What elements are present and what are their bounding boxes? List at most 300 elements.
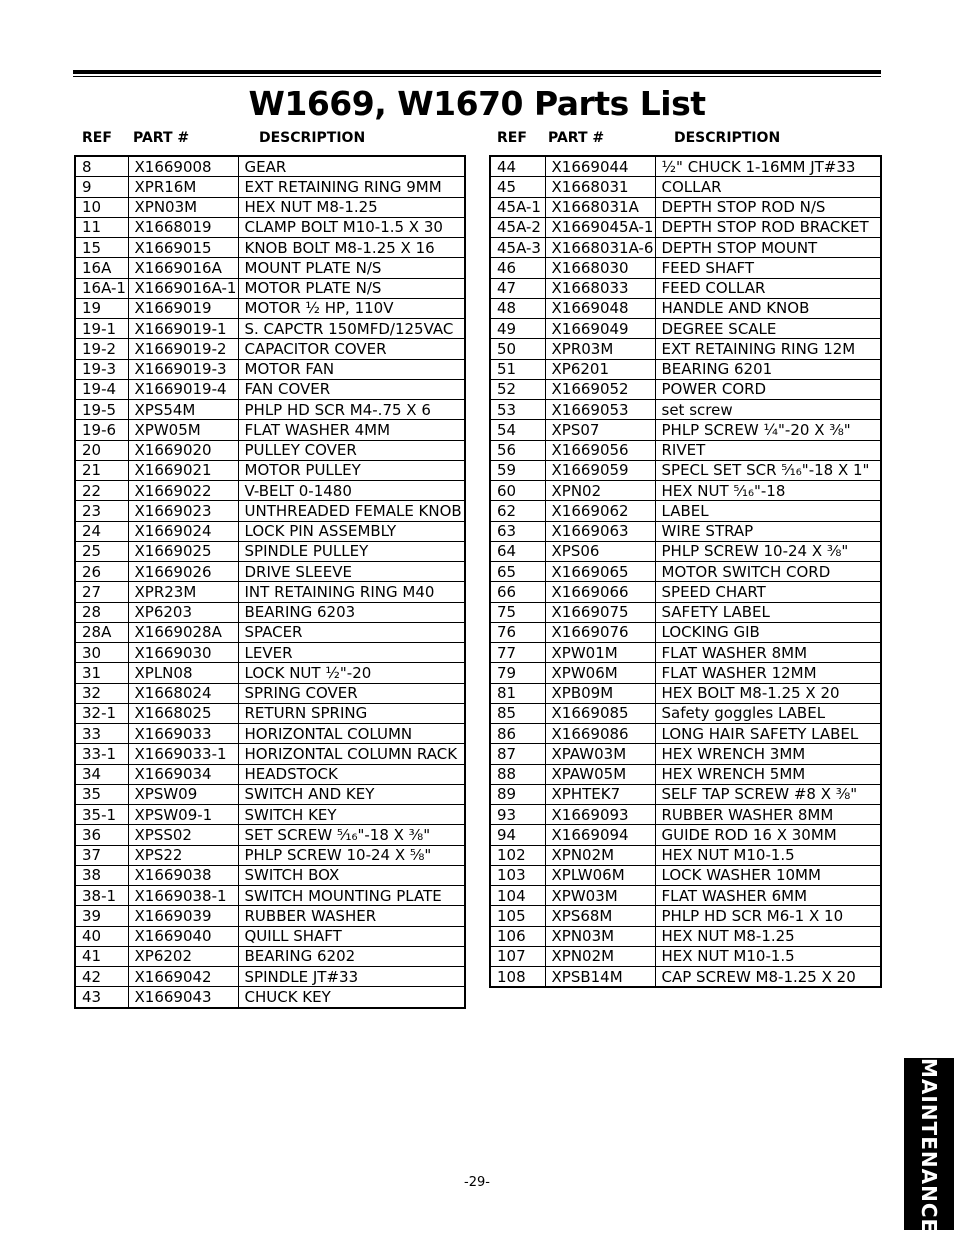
table-row	[75, 319, 465, 339]
ref-cell: 77	[490, 643, 545, 663]
description-cell: GEAR	[238, 156, 465, 177]
part-number-cell: XP6202	[128, 946, 238, 966]
part-number-cell: XPAW03M	[545, 744, 655, 764]
table-row	[490, 643, 881, 663]
table-row	[75, 460, 465, 480]
header-ref-left: REF	[82, 130, 112, 146]
ref-cell: 76	[490, 622, 545, 642]
table-row	[75, 663, 465, 683]
description-cell: DEPTH STOP ROD BRACKET	[655, 217, 881, 237]
part-number-cell: X1669015	[128, 238, 238, 258]
description-cell: LOCK PIN ASSEMBLY	[238, 521, 465, 541]
part-number-cell: X1669025	[128, 541, 238, 561]
description-cell: HORIZONTAL COLUMN	[238, 724, 465, 744]
description-cell: PHLP HD SCR M4-.75 X 6	[238, 400, 465, 420]
ref-cell: 75	[490, 602, 545, 622]
description-cell: DEPTH STOP ROD N/S	[655, 197, 881, 217]
part-number-cell: XPSW09-1	[128, 805, 238, 825]
ref-cell: 46	[490, 258, 545, 278]
table-row	[490, 967, 881, 988]
part-number-cell: X1669048	[545, 298, 655, 318]
description-cell: HANDLE AND KNOB	[655, 298, 881, 318]
ref-cell: 19-4	[75, 379, 128, 399]
part-number-cell: X1669016A-1	[128, 278, 238, 298]
part-number-cell: XPSB14M	[545, 967, 655, 988]
parts-table-left	[74, 155, 466, 1009]
part-number-cell: X1669045A-1	[545, 217, 655, 237]
ref-cell: 85	[490, 703, 545, 723]
part-number-cell: X1669019-1	[128, 319, 238, 339]
ref-cell: 33	[75, 724, 128, 744]
table-row	[75, 521, 465, 541]
table-row	[75, 865, 465, 885]
ref-cell: 19-6	[75, 420, 128, 440]
description-cell: LOCKING GIB	[655, 622, 881, 642]
ref-cell: 56	[490, 440, 545, 460]
description-cell: set screw	[655, 400, 881, 420]
table-row	[75, 805, 465, 825]
description-cell: FLAT WASHER 4MM	[238, 420, 465, 440]
table-row	[75, 177, 465, 197]
part-number-cell: X1669056	[545, 440, 655, 460]
description-cell: HEX NUT M10-1.5	[655, 946, 881, 966]
part-number-cell: XPN02M	[545, 845, 655, 865]
header-part-right: PART #	[548, 130, 605, 146]
part-number-cell: XP6201	[545, 359, 655, 379]
description-cell: SWITCH KEY	[238, 805, 465, 825]
ref-cell: 87	[490, 744, 545, 764]
part-number-cell: X1669020	[128, 440, 238, 460]
part-number-cell: X1669033-1	[128, 744, 238, 764]
ref-cell: 38	[75, 865, 128, 885]
ref-cell: 39	[75, 906, 128, 926]
table-row	[490, 278, 881, 298]
page-title: W1669, W1670 Parts List	[248, 84, 706, 123]
part-number-cell: X1668031A-6	[545, 238, 655, 258]
table-row	[490, 683, 881, 703]
description-cell: ½" CHUCK 1-16MM JT#33	[655, 156, 881, 177]
header-ref-right: REF	[497, 130, 527, 146]
table-row	[75, 217, 465, 237]
part-number-cell: XPS06	[545, 541, 655, 561]
table-row	[75, 258, 465, 278]
table-row	[490, 825, 881, 845]
ref-cell: 45A-1	[490, 197, 545, 217]
ref-cell: 36	[75, 825, 128, 845]
description-cell: LOCK WASHER 10MM	[655, 865, 881, 885]
part-number-cell: X1668019	[128, 217, 238, 237]
description-cell: HEX NUT M10-1.5	[655, 845, 881, 865]
part-number-cell: X1668024	[128, 683, 238, 703]
description-cell: MOTOR PLATE N/S	[238, 278, 465, 298]
description-cell: HEX WRENCH 5MM	[655, 764, 881, 784]
table-row	[490, 379, 881, 399]
description-cell: BEARING 6201	[655, 359, 881, 379]
description-cell: HEX NUT M8-1.25	[655, 926, 881, 946]
part-number-cell: XPN03M	[545, 926, 655, 946]
part-number-cell: X1668031A	[545, 197, 655, 217]
section-tab	[904, 1058, 954, 1234]
part-number-cell: X1669019-4	[128, 379, 238, 399]
ref-cell: 49	[490, 319, 545, 339]
description-cell: HEX NUT M8-1.25	[238, 197, 465, 217]
part-number-cell: X1669024	[128, 521, 238, 541]
ref-cell: 40	[75, 926, 128, 946]
table-row	[490, 319, 881, 339]
table-row	[490, 703, 881, 723]
ref-cell: 15	[75, 238, 128, 258]
description-cell: FAN COVER	[238, 379, 465, 399]
part-number-cell: X1669022	[128, 481, 238, 501]
ref-cell: 34	[75, 764, 128, 784]
top-rule-thin	[73, 76, 881, 77]
ref-cell: 27	[75, 582, 128, 602]
ref-cell: 106	[490, 926, 545, 946]
ref-cell: 53	[490, 400, 545, 420]
description-cell: HEX BOLT M8-1.25 X 20	[655, 683, 881, 703]
ref-cell: 21	[75, 460, 128, 480]
part-number-cell: XPW01M	[545, 643, 655, 663]
description-cell: EXT RETAINING RING 12M	[655, 339, 881, 359]
ref-cell: 38-1	[75, 886, 128, 906]
part-number-cell: XPN02	[545, 481, 655, 501]
part-number-cell: X1668033	[545, 278, 655, 298]
part-number-cell: XPS54M	[128, 400, 238, 420]
ref-cell: 108	[490, 967, 545, 988]
part-number-cell: X1669030	[128, 643, 238, 663]
description-cell: HORIZONTAL COLUMN RACK	[238, 744, 465, 764]
part-number-cell: X1669028A	[128, 622, 238, 642]
table-row	[490, 339, 881, 359]
part-number-cell: X1669075	[545, 602, 655, 622]
table-row	[490, 906, 881, 926]
table-row	[75, 744, 465, 764]
table-row	[490, 238, 881, 258]
table-row	[75, 825, 465, 845]
header-part-left: PART #	[133, 130, 190, 146]
ref-cell: 65	[490, 562, 545, 582]
table-row	[75, 481, 465, 501]
ref-cell: 86	[490, 724, 545, 744]
ref-cell: 45	[490, 177, 545, 197]
part-number-cell: X1669065	[545, 562, 655, 582]
description-cell: V-BELT 0-1480	[238, 481, 465, 501]
description-cell: Safety goggles LABEL	[655, 703, 881, 723]
table-row	[75, 278, 465, 298]
description-cell: RUBBER WASHER 8MM	[655, 805, 881, 825]
part-number-cell: XPW03M	[545, 886, 655, 906]
description-cell: HEX WRENCH 3MM	[655, 744, 881, 764]
ref-cell: 47	[490, 278, 545, 298]
ref-cell: 48	[490, 298, 545, 318]
ref-cell: 10	[75, 197, 128, 217]
description-cell: SPINDLE JT#33	[238, 967, 465, 987]
ref-cell: 35-1	[75, 805, 128, 825]
part-number-cell: X1669034	[128, 764, 238, 784]
description-cell: SAFETY LABEL	[655, 602, 881, 622]
description-cell: RETURN SPRING	[238, 703, 465, 723]
part-number-cell: XPS07	[545, 420, 655, 440]
description-cell: SWITCH AND KEY	[238, 784, 465, 804]
description-cell: MOTOR PULLEY	[238, 460, 465, 480]
part-number-cell: XPN03M	[128, 197, 238, 217]
description-cell: PHLP SCREW ¼"-20 X ⅜"	[655, 420, 881, 440]
table-row	[75, 440, 465, 460]
table-row	[75, 582, 465, 602]
ref-cell: 19	[75, 298, 128, 318]
ref-cell: 104	[490, 886, 545, 906]
description-cell: MOTOR SWITCH CORD	[655, 562, 881, 582]
part-number-cell: XPR16M	[128, 177, 238, 197]
part-number-cell: XPN02M	[545, 946, 655, 966]
part-number-cell: X1669076	[545, 622, 655, 642]
table-row	[490, 926, 881, 946]
part-number-cell: XPSW09	[128, 784, 238, 804]
ref-cell: 94	[490, 825, 545, 845]
part-number-cell: X1669040	[128, 926, 238, 946]
ref-cell: 19-3	[75, 359, 128, 379]
ref-cell: 45A-3	[490, 238, 545, 258]
part-number-cell: XPLN08	[128, 663, 238, 683]
part-number-cell: X1669049	[545, 319, 655, 339]
ref-cell: 30	[75, 643, 128, 663]
table-row	[490, 663, 881, 683]
description-cell: PULLEY COVER	[238, 440, 465, 460]
description-cell: SPECL SET SCR ⁵⁄₁₆"-18 X 1"	[655, 460, 881, 480]
table-row	[75, 683, 465, 703]
description-cell: RUBBER WASHER	[238, 906, 465, 926]
ref-cell: 43	[75, 987, 128, 1008]
ref-cell: 9	[75, 177, 128, 197]
part-number-cell: X1669019-2	[128, 339, 238, 359]
table-row	[75, 764, 465, 784]
part-number-cell: XPS68M	[545, 906, 655, 926]
part-number-cell: X1669085	[545, 703, 655, 723]
description-cell: SPRING COVER	[238, 683, 465, 703]
description-cell: UNTHREADED FEMALE KNOB	[238, 501, 465, 521]
ref-cell: 41	[75, 946, 128, 966]
part-number-cell: X1669052	[545, 379, 655, 399]
table-row	[490, 197, 881, 217]
ref-cell: 37	[75, 845, 128, 865]
table-row	[490, 805, 881, 825]
table-row	[75, 156, 465, 177]
ref-cell: 19-2	[75, 339, 128, 359]
description-cell: EXT RETAINING RING 9MM	[238, 177, 465, 197]
part-number-cell: X1669059	[545, 460, 655, 480]
ref-cell: 81	[490, 683, 545, 703]
table-row	[75, 420, 465, 440]
table-row	[75, 784, 465, 804]
description-cell: CLAMP BOLT M10-1.5 X 30	[238, 217, 465, 237]
table-row	[490, 622, 881, 642]
part-number-cell: XPLW06M	[545, 865, 655, 885]
ref-cell: 89	[490, 784, 545, 804]
description-cell: CAPACITOR COVER	[238, 339, 465, 359]
part-number-cell: X1669062	[545, 501, 655, 521]
ref-cell: 16A-1	[75, 278, 128, 298]
description-cell: WIRE STRAP	[655, 521, 881, 541]
table-row	[490, 481, 881, 501]
part-number-cell: XPS22	[128, 845, 238, 865]
description-cell: MOTOR FAN	[238, 359, 465, 379]
part-number-cell: X1669044	[545, 156, 655, 177]
part-number-cell: XP6203	[128, 602, 238, 622]
part-number-cell: XPW05M	[128, 420, 238, 440]
ref-cell: 22	[75, 481, 128, 501]
ref-cell: 62	[490, 501, 545, 521]
part-number-cell: X1668031	[545, 177, 655, 197]
table-row	[490, 865, 881, 885]
part-number-cell: X1669043	[128, 987, 238, 1008]
description-cell: COLLAR	[655, 177, 881, 197]
ref-cell: 42	[75, 967, 128, 987]
part-number-cell: X1668030	[545, 258, 655, 278]
table-row	[490, 177, 881, 197]
top-rule	[73, 70, 881, 74]
part-number-cell: X1669053	[545, 400, 655, 420]
part-number-cell: X1668025	[128, 703, 238, 723]
description-cell: SWITCH BOX	[238, 865, 465, 885]
ref-cell: 52	[490, 379, 545, 399]
table-row	[75, 946, 465, 966]
part-number-cell: X1669094	[545, 825, 655, 845]
ref-cell: 25	[75, 541, 128, 561]
table-row	[490, 521, 881, 541]
table-row	[75, 886, 465, 906]
table-row	[490, 784, 881, 804]
table-row	[75, 238, 465, 258]
description-cell: KNOB BOLT M8-1.25 X 16	[238, 238, 465, 258]
ref-cell: 26	[75, 562, 128, 582]
table-row	[75, 967, 465, 987]
ref-cell: 63	[490, 521, 545, 541]
table-row	[75, 602, 465, 622]
table-row	[75, 359, 465, 379]
ref-cell: 28	[75, 602, 128, 622]
part-number-cell: X1669086	[545, 724, 655, 744]
table-row	[490, 886, 881, 906]
ref-cell: 45A-2	[490, 217, 545, 237]
ref-cell: 79	[490, 663, 545, 683]
ref-cell: 19-1	[75, 319, 128, 339]
description-cell: SELF TAP SCREW #8 X ⅜"	[655, 784, 881, 804]
description-cell: RIVET	[655, 440, 881, 460]
description-cell: LABEL	[655, 501, 881, 521]
description-cell: FLAT WASHER 8MM	[655, 643, 881, 663]
header-desc-left: DESCRIPTION	[259, 130, 366, 146]
part-number-cell: X1669042	[128, 967, 238, 987]
ref-cell: 105	[490, 906, 545, 926]
description-cell: FEED COLLAR	[655, 278, 881, 298]
ref-cell: 28A	[75, 622, 128, 642]
table-row	[490, 400, 881, 420]
part-number-cell: XPAW05M	[545, 764, 655, 784]
part-number-cell: X1669008	[128, 156, 238, 177]
ref-cell: 23	[75, 501, 128, 521]
table-row	[490, 845, 881, 865]
table-row	[75, 197, 465, 217]
table-row	[75, 501, 465, 521]
table-row	[75, 339, 465, 359]
description-cell: GUIDE ROD 16 X 30MM	[655, 825, 881, 845]
table-row	[490, 541, 881, 561]
table-row	[75, 987, 465, 1008]
table-row	[75, 906, 465, 926]
ref-cell: 64	[490, 541, 545, 561]
description-cell: PHLP SCREW 10-24 X ⅜"	[655, 541, 881, 561]
description-cell: POWER CORD	[655, 379, 881, 399]
table-row	[75, 724, 465, 744]
ref-cell: 59	[490, 460, 545, 480]
table-row	[490, 298, 881, 318]
description-cell: DEPTH STOP MOUNT	[655, 238, 881, 258]
part-number-cell: XPR23M	[128, 582, 238, 602]
ref-cell: 35	[75, 784, 128, 804]
table-row	[75, 379, 465, 399]
table-row	[490, 724, 881, 744]
description-cell: LOCK NUT ½"-20	[238, 663, 465, 683]
ref-cell: 107	[490, 946, 545, 966]
description-cell: MOTOR ½ HP, 110V	[238, 298, 465, 318]
ref-cell: 24	[75, 521, 128, 541]
description-cell: INT RETAINING RING M40	[238, 582, 465, 602]
ref-cell: 19-5	[75, 400, 128, 420]
part-number-cell: X1669039	[128, 906, 238, 926]
ref-cell: 33-1	[75, 744, 128, 764]
table-row	[490, 582, 881, 602]
table-row	[75, 845, 465, 865]
part-number-cell: X1669038	[128, 865, 238, 885]
ref-cell: 32	[75, 683, 128, 703]
table-row	[75, 562, 465, 582]
part-number-cell: XPHTEK7	[545, 784, 655, 804]
description-cell: SPACER	[238, 622, 465, 642]
part-number-cell: X1669016A	[128, 258, 238, 278]
ref-cell: 60	[490, 481, 545, 501]
description-cell: HEADSTOCK	[238, 764, 465, 784]
description-cell: SET SCREW ⁵⁄₁₆"-18 X ⅜"	[238, 825, 465, 845]
description-cell: PHLP SCREW 10-24 X ⅝"	[238, 845, 465, 865]
ref-cell: 102	[490, 845, 545, 865]
description-cell: MOUNT PLATE N/S	[238, 258, 465, 278]
part-number-cell: X1669033	[128, 724, 238, 744]
part-number-cell: XPR03M	[545, 339, 655, 359]
ref-cell: 54	[490, 420, 545, 440]
part-number-cell: X1669019-3	[128, 359, 238, 379]
description-cell: SWITCH MOUNTING PLATE	[238, 886, 465, 906]
table-row	[490, 258, 881, 278]
part-number-cell: X1669026	[128, 562, 238, 582]
table-row	[75, 703, 465, 723]
description-cell: S. CAPCTR 150MFD/125VAC	[238, 319, 465, 339]
description-cell: BEARING 6203	[238, 602, 465, 622]
table-row	[490, 744, 881, 764]
ref-cell: 93	[490, 805, 545, 825]
table-row	[490, 764, 881, 784]
table-row	[75, 643, 465, 663]
part-number-cell: X1669019	[128, 298, 238, 318]
description-cell: CAP SCREW M8-1.25 X 20	[655, 967, 881, 988]
table-row	[75, 541, 465, 561]
ref-cell: 11	[75, 217, 128, 237]
table-row	[490, 440, 881, 460]
description-cell: FLAT WASHER 6MM	[655, 886, 881, 906]
ref-cell: 88	[490, 764, 545, 784]
ref-cell: 20	[75, 440, 128, 460]
part-number-cell: X1669038-1	[128, 886, 238, 906]
part-number-cell: X1669066	[545, 582, 655, 602]
